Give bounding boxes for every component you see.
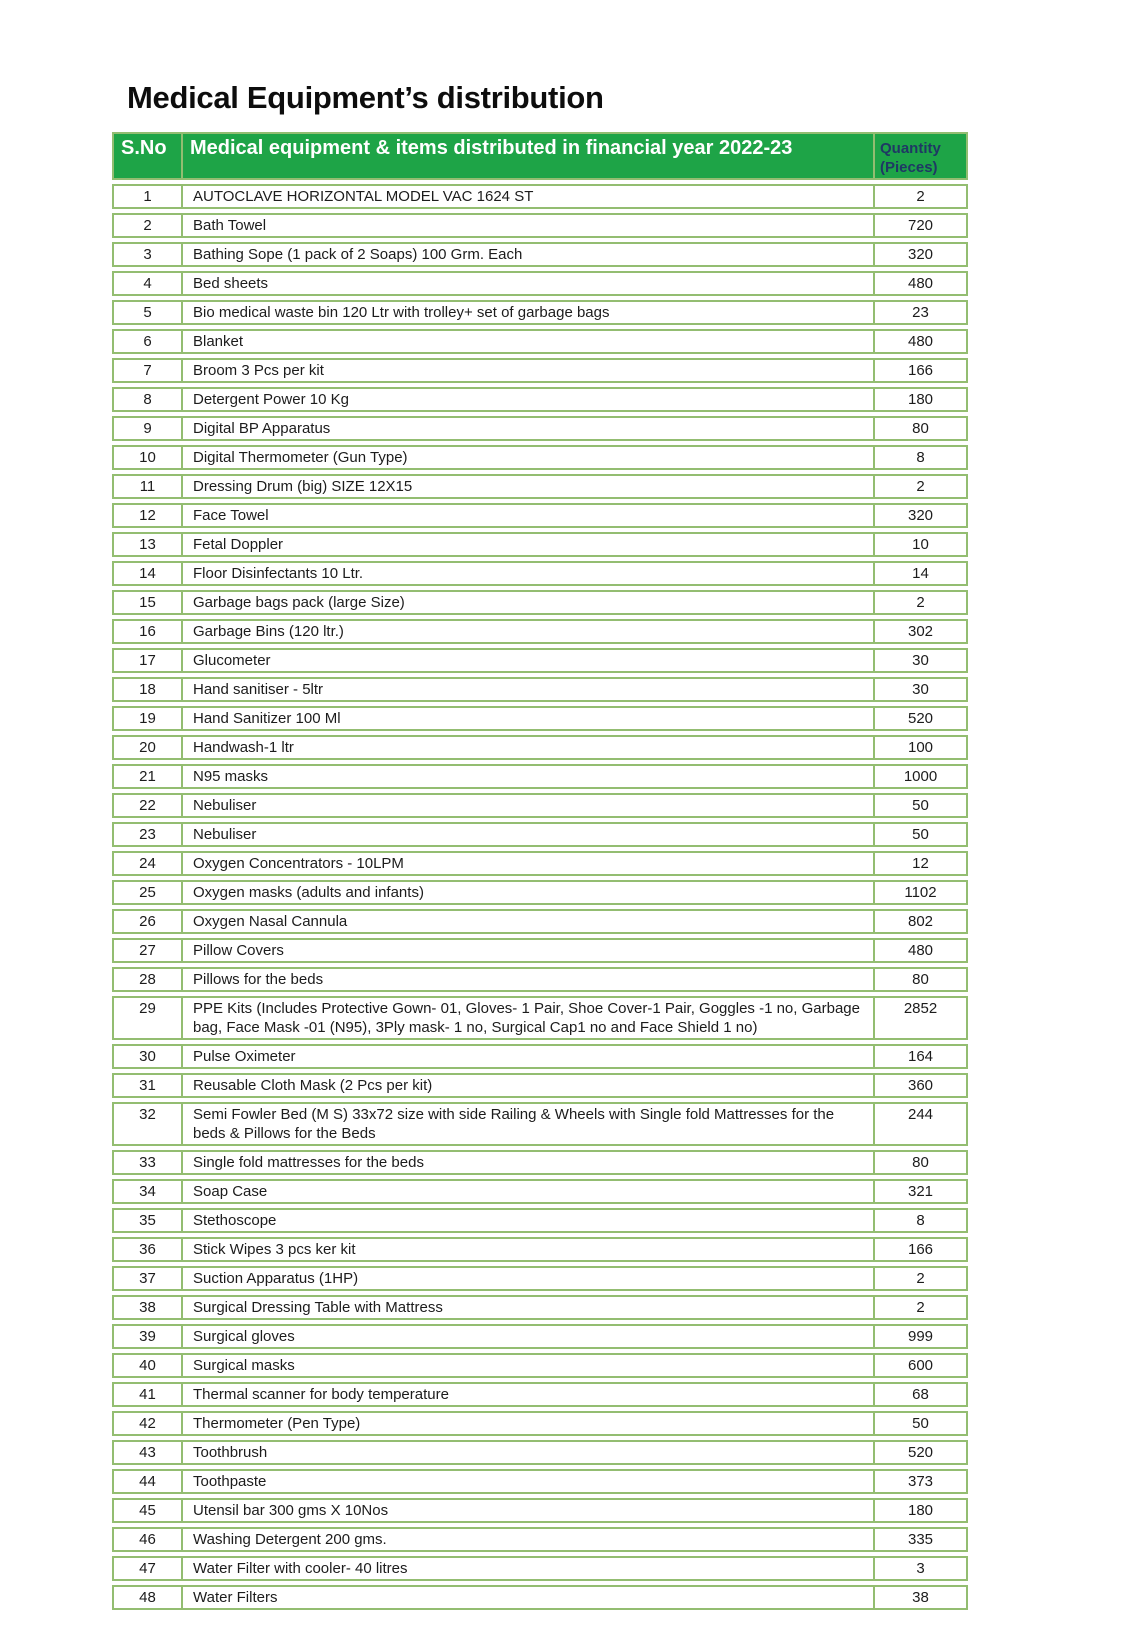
row-quantity: 8	[873, 445, 968, 470]
table-row	[112, 1179, 968, 1204]
table-row	[112, 880, 968, 905]
item-name: Pillows for the beds	[181, 967, 873, 992]
row-number: 36	[112, 1237, 181, 1262]
page-title: Medical Equipment’s distribution	[127, 80, 604, 115]
table-row	[112, 358, 968, 383]
item-name: Utensil bar 300 gms X 10Nos	[181, 1498, 873, 1523]
item-name: Digital BP Apparatus	[181, 416, 873, 441]
row-number: 31	[112, 1073, 181, 1098]
item-name: Nebuliser	[181, 822, 873, 847]
row-number: 18	[112, 677, 181, 702]
table-row	[112, 1585, 968, 1610]
row-quantity: 80	[873, 1150, 968, 1175]
row-number: 37	[112, 1266, 181, 1291]
table-row	[112, 387, 968, 412]
row-number: 22	[112, 793, 181, 818]
table-row	[112, 967, 968, 992]
item-name: Glucometer	[181, 648, 873, 673]
row-quantity: 30	[873, 677, 968, 702]
table-row	[112, 1382, 968, 1407]
item-name: Thermal scanner for body temperature	[181, 1382, 873, 1407]
row-number: 26	[112, 909, 181, 934]
table-row	[112, 648, 968, 673]
item-name: Floor Disinfectants 10 Ltr.	[181, 561, 873, 586]
row-number: 14	[112, 561, 181, 586]
item-name: Blanket	[181, 329, 873, 354]
row-number: 25	[112, 880, 181, 905]
item-name: Reusable Cloth Mask (2 Pcs per kit)	[181, 1073, 873, 1098]
row-quantity: 8	[873, 1208, 968, 1233]
table-row	[112, 706, 968, 731]
row-quantity: 12	[873, 851, 968, 876]
item-name: Hand Sanitizer 100 Ml	[181, 706, 873, 731]
row-quantity: 600	[873, 1353, 968, 1378]
row-quantity: 1102	[873, 880, 968, 905]
item-name: Garbage Bins (120 ltr.)	[181, 619, 873, 644]
row-quantity: 321	[873, 1179, 968, 1204]
item-name: Digital Thermometer (Gun Type)	[181, 445, 873, 470]
table-row	[112, 1324, 968, 1349]
row-number: 38	[112, 1295, 181, 1320]
table-row	[112, 184, 968, 209]
table-row	[112, 1498, 968, 1523]
row-quantity: 999	[873, 1324, 968, 1349]
table-row	[112, 764, 968, 789]
table-row	[112, 1237, 968, 1262]
table-row	[112, 590, 968, 615]
row-number: 15	[112, 590, 181, 615]
row-number: 2	[112, 213, 181, 238]
row-quantity: 2	[873, 590, 968, 615]
row-number: 45	[112, 1498, 181, 1523]
row-quantity: 2	[873, 1266, 968, 1291]
row-quantity: 2852	[873, 996, 968, 1040]
item-name: Fetal Doppler	[181, 532, 873, 557]
item-name: Semi Fowler Bed (M S) 33x72 size with side Railing & Wheels with Single fold Mattresses for the beds & Pillows for the Beds	[181, 1102, 873, 1146]
item-name: Pulse Oximeter	[181, 1044, 873, 1069]
table-body	[112, 184, 968, 1610]
item-name: Broom 3 Pcs per kit	[181, 358, 873, 383]
item-name: Detergent Power 10 Kg	[181, 387, 873, 412]
row-number: 27	[112, 938, 181, 963]
table-row	[112, 1208, 968, 1233]
row-quantity: 100	[873, 735, 968, 760]
item-name: Suction Apparatus (1HP)	[181, 1266, 873, 1291]
table-header	[112, 132, 968, 180]
table-row	[112, 1073, 968, 1098]
column-header-quantity: Quantity (Pieces)	[873, 132, 968, 180]
table-row	[112, 793, 968, 818]
item-name: Surgical Dressing Table with Mattress	[181, 1295, 873, 1320]
item-name: Bio medical waste bin 120 Ltr with trolley+ set of garbage bags	[181, 300, 873, 325]
item-name: Pillow Covers	[181, 938, 873, 963]
table-row	[112, 619, 968, 644]
row-number: 13	[112, 532, 181, 557]
row-quantity: 480	[873, 271, 968, 296]
item-name: Stethoscope	[181, 1208, 873, 1233]
row-number: 28	[112, 967, 181, 992]
table-row	[112, 474, 968, 499]
row-number: 33	[112, 1150, 181, 1175]
table-row	[112, 1440, 968, 1465]
item-name: Dressing Drum (big) SIZE 12X15	[181, 474, 873, 499]
item-name: Thermometer (Pen Type)	[181, 1411, 873, 1436]
header-row	[112, 132, 968, 180]
row-number: 3	[112, 242, 181, 267]
item-name: Surgical masks	[181, 1353, 873, 1378]
table-row	[112, 503, 968, 528]
table-row	[112, 1266, 968, 1291]
row-quantity: 10	[873, 532, 968, 557]
row-quantity: 50	[873, 822, 968, 847]
row-number: 39	[112, 1324, 181, 1349]
item-name: Washing Detergent 200 gms.	[181, 1527, 873, 1552]
row-quantity: 520	[873, 1440, 968, 1465]
row-quantity: 720	[873, 213, 968, 238]
table-row	[112, 300, 968, 325]
row-number: 23	[112, 822, 181, 847]
table-row	[112, 909, 968, 934]
row-quantity: 373	[873, 1469, 968, 1494]
row-number: 34	[112, 1179, 181, 1204]
item-name: Water Filters	[181, 1585, 873, 1610]
row-number: 44	[112, 1469, 181, 1494]
row-quantity: 320	[873, 503, 968, 528]
row-quantity: 180	[873, 1498, 968, 1523]
row-quantity: 802	[873, 909, 968, 934]
table-row	[112, 213, 968, 238]
row-quantity: 14	[873, 561, 968, 586]
row-number: 17	[112, 648, 181, 673]
row-quantity: 50	[873, 1411, 968, 1436]
row-quantity: 2	[873, 474, 968, 499]
row-number: 42	[112, 1411, 181, 1436]
row-quantity: 38	[873, 1585, 968, 1610]
item-name: Bathing Sope (1 pack of 2 Soaps) 100 Grm. Each	[181, 242, 873, 267]
row-number: 11	[112, 474, 181, 499]
row-number: 16	[112, 619, 181, 644]
table-row	[112, 1150, 968, 1175]
column-header-item: Medical equipment & items distributed in financial year 2022-23	[181, 132, 873, 180]
row-quantity: 80	[873, 967, 968, 992]
row-quantity: 480	[873, 329, 968, 354]
item-name: Toothpaste	[181, 1469, 873, 1494]
table-row	[112, 735, 968, 760]
row-number: 20	[112, 735, 181, 760]
item-name: Garbage bags pack (large Size)	[181, 590, 873, 615]
row-number: 47	[112, 1556, 181, 1581]
row-number: 30	[112, 1044, 181, 1069]
item-name: Handwash-1 ltr	[181, 735, 873, 760]
table-row	[112, 938, 968, 963]
table-row	[112, 851, 968, 876]
row-quantity: 244	[873, 1102, 968, 1146]
row-quantity: 50	[873, 793, 968, 818]
item-name: Toothbrush	[181, 1440, 873, 1465]
row-quantity: 320	[873, 242, 968, 267]
row-quantity: 166	[873, 358, 968, 383]
table-row	[112, 329, 968, 354]
table-row	[112, 1295, 968, 1320]
row-number: 40	[112, 1353, 181, 1378]
column-header-sno: S.No	[112, 132, 181, 180]
table-row	[112, 1102, 968, 1146]
row-quantity: 180	[873, 387, 968, 412]
item-name: PPE Kits (Includes Protective Gown- 01, Gloves- 1 Pair, Shoe Cover-1 Pair, Goggles -1 no, Garbage bag, Face Mask -01 (N95), 3Ply mask- 1 no, Surgical Cap1 no and Face Shield 1 no)	[181, 996, 873, 1040]
row-quantity: 23	[873, 300, 968, 325]
row-quantity: 164	[873, 1044, 968, 1069]
equipment-table	[112, 128, 968, 1614]
row-quantity: 1000	[873, 764, 968, 789]
row-number: 32	[112, 1102, 181, 1146]
item-name: Stick Wipes 3 pcs ker kit	[181, 1237, 873, 1262]
row-number: 4	[112, 271, 181, 296]
row-number: 12	[112, 503, 181, 528]
item-name: N95 masks	[181, 764, 873, 789]
item-name: Oxygen Nasal Cannula	[181, 909, 873, 934]
row-number: 8	[112, 387, 181, 412]
row-number: 19	[112, 706, 181, 731]
row-quantity: 30	[873, 648, 968, 673]
row-number: 24	[112, 851, 181, 876]
table-row	[112, 445, 968, 470]
table-row	[112, 271, 968, 296]
table-row	[112, 1044, 968, 1069]
table-row	[112, 1556, 968, 1581]
item-name: Water Filter with cooler- 40 litres	[181, 1556, 873, 1581]
row-number: 35	[112, 1208, 181, 1233]
item-name: Oxygen masks (adults and infants)	[181, 880, 873, 905]
row-quantity: 335	[873, 1527, 968, 1552]
item-name: Oxygen Concentrators - 10LPM	[181, 851, 873, 876]
row-number: 7	[112, 358, 181, 383]
row-number: 5	[112, 300, 181, 325]
table-row	[112, 1469, 968, 1494]
row-quantity: 2	[873, 1295, 968, 1320]
item-name: Soap Case	[181, 1179, 873, 1204]
row-quantity: 302	[873, 619, 968, 644]
row-number: 6	[112, 329, 181, 354]
item-name: Single fold mattresses for the beds	[181, 1150, 873, 1175]
row-quantity: 3	[873, 1556, 968, 1581]
table-row	[112, 1353, 968, 1378]
row-number: 41	[112, 1382, 181, 1407]
item-name: AUTOCLAVE HORIZONTAL MODEL VAC 1624 ST	[181, 184, 873, 209]
row-quantity: 520	[873, 706, 968, 731]
row-number: 48	[112, 1585, 181, 1610]
table-row	[112, 532, 968, 557]
item-name: Hand sanitiser - 5ltr	[181, 677, 873, 702]
row-quantity: 2	[873, 184, 968, 209]
item-name: Surgical gloves	[181, 1324, 873, 1349]
table-row	[112, 561, 968, 586]
item-name: Bed sheets	[181, 271, 873, 296]
row-quantity: 68	[873, 1382, 968, 1407]
row-number: 29	[112, 996, 181, 1040]
row-quantity: 80	[873, 416, 968, 441]
table-row	[112, 1527, 968, 1552]
row-number: 46	[112, 1527, 181, 1552]
row-number: 10	[112, 445, 181, 470]
row-number: 1	[112, 184, 181, 209]
table-row	[112, 1411, 968, 1436]
row-quantity: 166	[873, 1237, 968, 1262]
row-number: 9	[112, 416, 181, 441]
item-name: Face Towel	[181, 503, 873, 528]
row-number: 21	[112, 764, 181, 789]
row-quantity: 480	[873, 938, 968, 963]
table-row	[112, 677, 968, 702]
item-name: Nebuliser	[181, 793, 873, 818]
table-row	[112, 822, 968, 847]
table-row	[112, 242, 968, 267]
row-quantity: 360	[873, 1073, 968, 1098]
table-row	[112, 416, 968, 441]
item-name: Bath Towel	[181, 213, 873, 238]
row-number: 43	[112, 1440, 181, 1465]
table-row	[112, 996, 968, 1040]
